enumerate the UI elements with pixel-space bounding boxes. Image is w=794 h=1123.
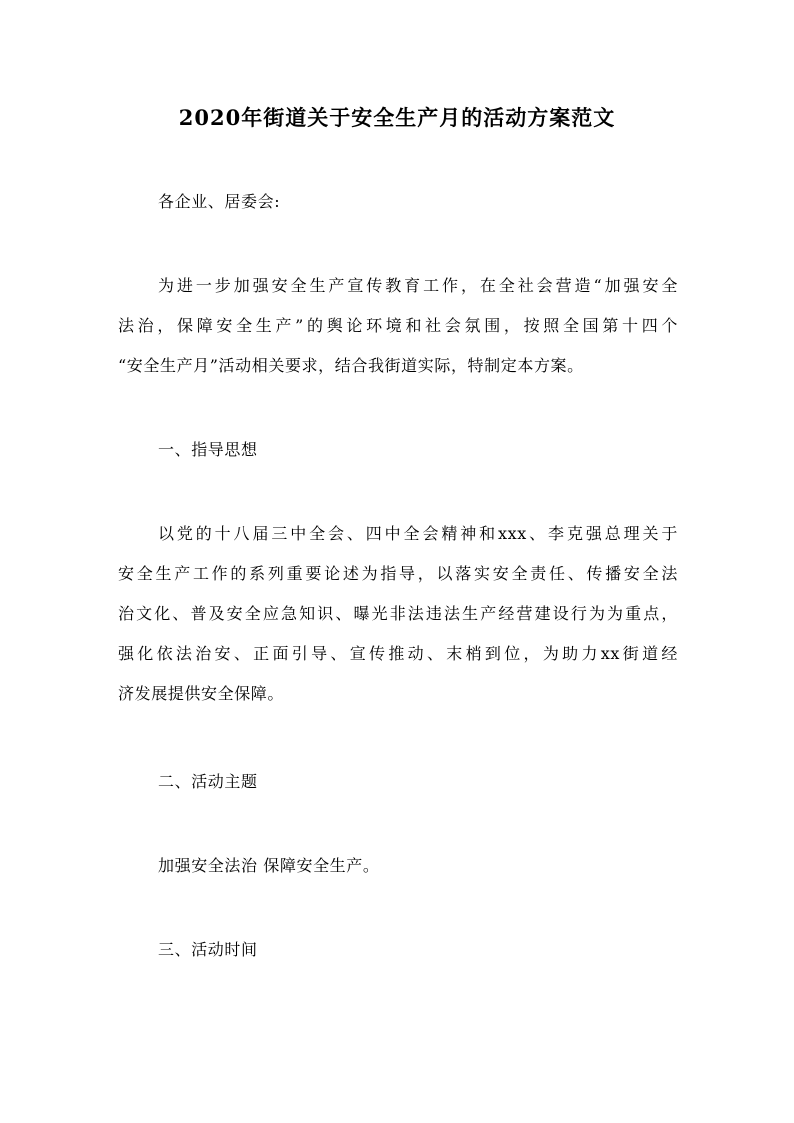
section1-line-3: 治文化、普及安全应急知识、曝光非法违法生产经营建设行为为重点， xyxy=(118,604,678,623)
section3-heading: 三、活动时间 xyxy=(158,940,258,959)
section2-theme: 加强安全法治 保障安全生产。 xyxy=(158,856,380,875)
intro-line-2: 法治，保障安全生产”的舆论环境和社会氛围，按照全国第十四个 xyxy=(118,316,678,335)
section1-line-5: 济发展提供安全保障。 xyxy=(118,684,285,703)
section1-line-1: 以党的十八届三中全会、四中全会精神和xxx、李克强总理关于 xyxy=(158,524,678,543)
intro-line-1: 为进一步加强安全生产宣传教育工作，在全社会营造“加强安全 xyxy=(158,276,678,295)
section2-heading: 二、活动主题 xyxy=(158,772,258,791)
section1-line-4: 强化依法治安、正面引导、宣传推动、末梢到位，为助力xx街道经 xyxy=(118,644,678,663)
section1-heading: 一、指导思想 xyxy=(158,440,258,459)
intro-line-3: “安全生产月”活动相关要求，结合我街道实际，特制定本方案。 xyxy=(118,356,584,375)
document-title: 2020年街道关于安全生产月的活动方案范文 xyxy=(178,105,616,130)
section1-line-2: 安全生产工作的系列重要论述为指导，以落实安全责任、传播安全法 xyxy=(118,564,678,583)
salutation: 各企业、居委会: xyxy=(158,192,281,211)
